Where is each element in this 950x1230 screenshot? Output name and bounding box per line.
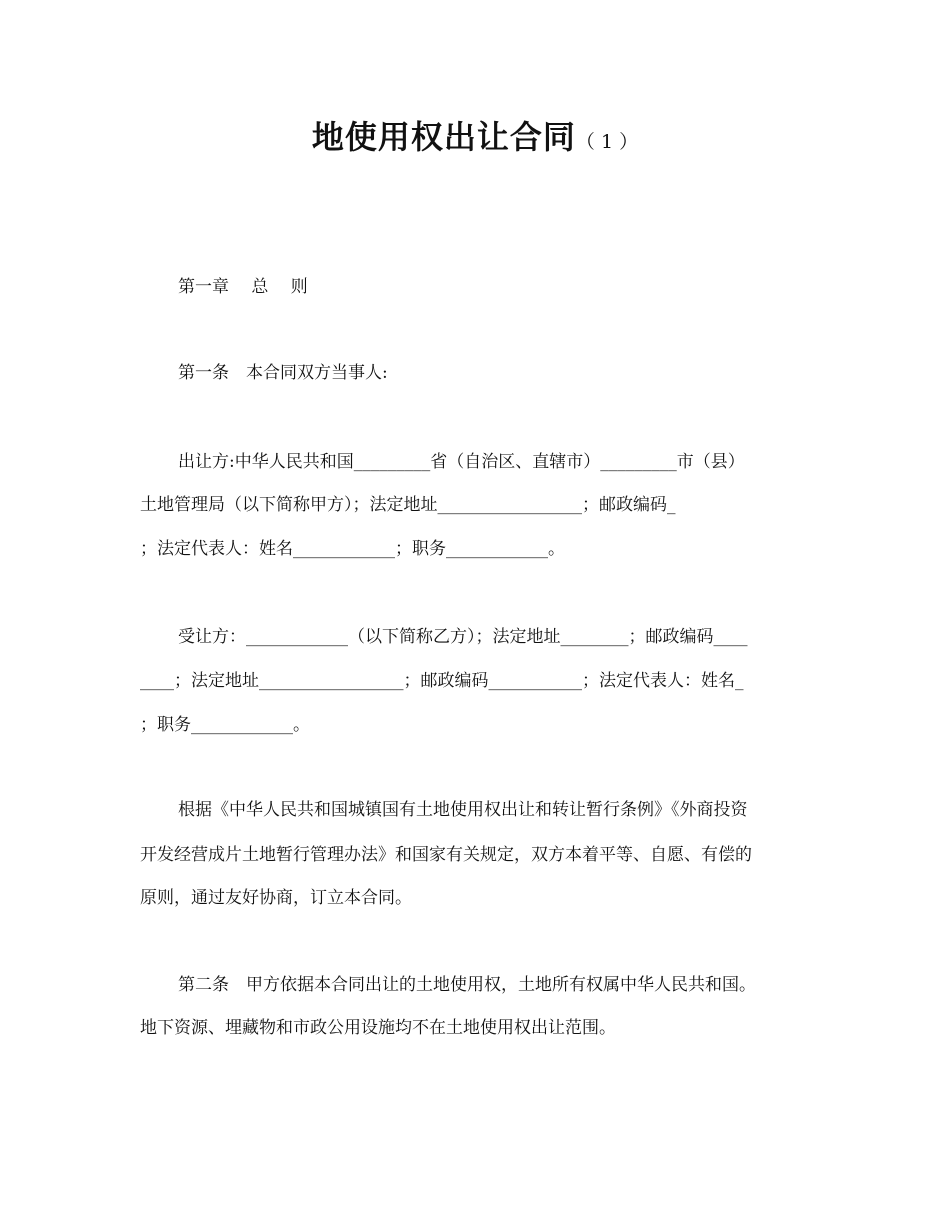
transferor-line-1: 出让方:中华人民共和国_________省（自治区、直辖市）_________市（县）: [178, 452, 745, 472]
basis-line-2: 开发经营成片土地暂行管理办法》和国家有关规定，双方本着平等、自愿、有偿的: [140, 845, 752, 865]
article1-heading: 第一条 本合同双方当事人:: [178, 363, 388, 383]
basis-line-1: 根据《中华人民共和国城镇国有土地使用权出让和转让暂行条例》《外商投资: [178, 800, 748, 820]
chapter-heading: 第一章 总 则: [178, 277, 308, 297]
transferee-line-2: ____；法定地址_________________；邮政编码___________；法定代表人：姓名_: [140, 671, 744, 691]
transferor-line-3: ；法定代表人：姓名____________；职务____________。: [140, 539, 565, 559]
transferee-line-3: ；职务____________。: [140, 715, 310, 735]
title-main: 地使用权出让合同: [311, 118, 576, 156]
transferor-line-2: 土地管理局（以下简称甲方）；法定地址_________________；邮政编码_: [140, 495, 676, 515]
title-suffix: （ 1 ）: [575, 131, 639, 153]
basis-line-3: 原则，通过友好协商，订立本合同。: [140, 888, 412, 908]
article2-line-1: 第二条 甲方依据本合同出让的土地使用权，土地所有权属中华人民共和国。: [178, 975, 756, 995]
article2-line-2: 地下资源、埋藏物和市政公用设施均不在土地使用权出让范围。: [140, 1018, 616, 1038]
transferee-line-1: 受让方：____________（以下简称乙方）；法定地址________；邮政编码____: [178, 627, 748, 647]
document-title: [0, 112, 950, 158]
